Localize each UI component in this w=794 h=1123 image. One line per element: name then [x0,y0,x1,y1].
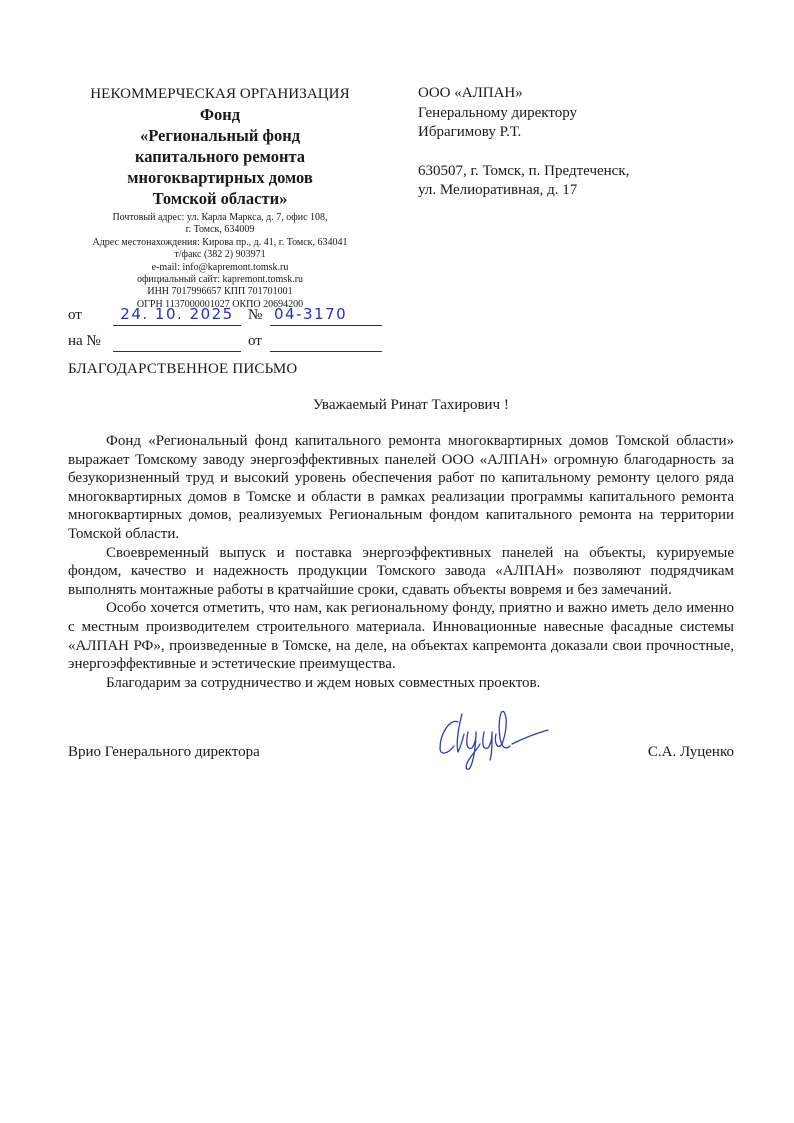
recipient-block [418,84,629,201]
org-contact-details [60,212,380,311]
sender-letterhead [60,84,380,311]
salutation: Уважаемый Ринат Тахирович ! [313,397,509,413]
ref-date-label: от [248,333,262,349]
inn-kpp: ИНН 7017996657 КПП 701701001 [147,286,293,298]
ref-date-field [270,333,382,352]
paragraph: Фонд «Региональный фонд капитального ремонта многоквартирных домов Томской области» выражает Томскому заводу энергоэффективных панелей ООО «АЛПАН» огромную благодарность за безукоризненный труд и высокий уровень обеспечения работ по капитальному ремонту целого ряда многоквартирных домов в Томске и области в рамках реализации программы капитального ремонта многоквартирных домов, реализуемых Региональным фондом капитального ремонта на территории Томской области. [68,433,734,542]
paragraph: Особо хочется отметить, что нам, как региональному фонду, приятно и важно иметь дело именно с местным производителем строительного материала. Инновационные навесные фасадные системы «АЛПАН РФ», произведенные в Томске, на деле, на объектах капремонта доказали свои прочностные, энергоэффективные и эстетические преимущества. [68,600,734,673]
outgoing-row [68,307,388,328]
handwritten-signature-icon [428,704,568,774]
paragraph: Своевременный выпуск и поставка энергоэффективных панелей на объекты, курируемые фондом, качество и надежность продукции Томского завода «АЛПАН» позволяют подрядчикам выполнять монтажные работы в кратчайшие сроки, сдавать объекты вовремя и без замечаний. [68,544,734,598]
date-label: от [68,307,82,323]
date-field [113,307,241,326]
recipient-address-line: 630507, г. Томск, п. Предтеченск, [418,162,630,179]
ref-number-field [113,333,241,352]
registration-fields [68,307,388,354]
ogrn-okpo: ОГРН 1137000001027 ОКПО 20694200 [136,298,304,310]
phone-fax: т/факс (382 2) 903971 [174,249,266,261]
postal-address: Почтовый адрес: ул. Карла Маркса, д. 7, офис 108, [112,212,328,223]
recipient-company: ООО «АЛПАН» [418,85,523,101]
date-value: 24. 10. 2025 [120,305,234,323]
number-value: 04-3170 [274,305,348,323]
number-label: № [248,307,263,323]
letter-body [68,432,734,692]
recipient-position: Генеральному директору [418,104,578,121]
signatory-name: С.А. Луценко [647,744,734,760]
org-type: НЕКОММЕРЧЕСКАЯ ОРГАНИЗАЦИЯ [90,86,350,102]
org-name-line: капитального ремонта [134,147,306,166]
org-name-line: Томской области» [152,189,288,208]
location-address: Адрес местонахождения: Кирова пр., д. 41, г. Томск, 634041 [92,236,348,248]
signature-block [68,740,734,770]
org-name-line: «Региональный фонд [139,126,301,145]
recipient-name: Ибрагимову Р.Т. [418,124,522,140]
recipient-address-line: ул. Мелиоративная, д. 17 [418,182,578,198]
org-name-line: многоквартирных домов [127,168,313,187]
number-field [270,307,382,326]
ref-label: на № [68,333,101,349]
paragraph: Благодарим за сотрудничество и ждем новых совместных проектов. [106,674,541,691]
website: официальный сайт: kapremont.tomsk.ru [136,274,304,286]
reference-row [68,333,388,354]
org-name-line: Фонд [199,105,241,124]
postal-city: г. Томск, 634009 [185,224,255,236]
document-title: БЛАГОДАРСТВЕННОЕ ПИСЬМО [68,361,298,377]
signatory-position: Врио Генерального директора [68,744,260,760]
email: e-mail: info@kapremont.tomsk.ru [151,261,289,273]
